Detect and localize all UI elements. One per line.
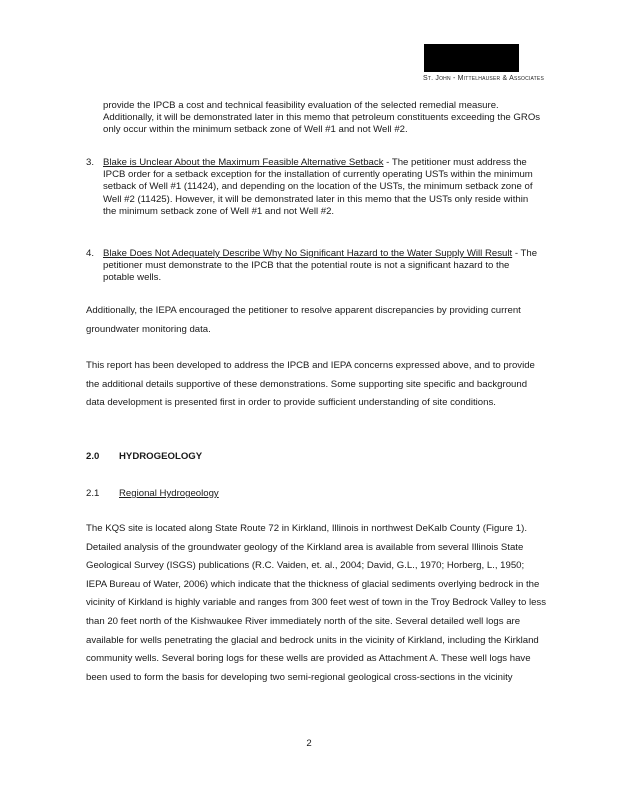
item-body: - The petitioner must address the IPCB order for a setback exception for the installation of currently operating USTs within the minimum setback of Well #1 (11424), and depending on the location of the USTs, the minimum setback zone of Well #2 (11425). However, it will be demonstrated later in this memo that the USTs only reside within the minimum setback zone of Well #1 and not Well #2.	[103, 157, 533, 217]
paragraph: The KQS site is located along State Route 72 in Kirkland, Illinois in northwest DeKalb County (Figure 1). Detailed analysis of the groundwater geology of the Kirkland area is available from several Illinois State Geological Survey (ISGS) publications (R.C. Vaiden, et. al., 2004; David, G.L., 1970; Horberg, L., 1950; IEPA Bureau of Water, 2006) which indicate that the thickness of glacial sediments overlying bedrock in the vicinity of Kirkland is highly variable and ranges from 300 feet west of town in the Troy Bedrock Valley to less than 20 feet north of the Kishwaukee River immediately north of the site. Several detailed well logs are available for wells penetrating the glacial and bedrock units in the vicinity of Kirkland, including the Kirkland community wells. Several boring logs for these wells are provided as Attachment A. These well logs have been used to form the basis for developing two semi-regional geological cross-sections in the vicinity	[86, 523, 547, 683]
subsection-title: Regional Hydrogeology	[119, 488, 219, 499]
section-title: HYDROGEOLOGY	[119, 451, 203, 462]
intro-paragraph: provide the IPCB a cost and technical feasibility evaluation of the selected remedial measure. Additionally, it will be demonstrated later in this memo that petroleum constituents exceeding the GROs only occur within the minimum setback zone of Well #1 and not Well #2.	[103, 100, 541, 136]
item-body: - The petitioner must demonstrate to the IPCB that the potential route is not a significant hazard to the potable wells.	[103, 248, 538, 284]
list-item	[103, 157, 543, 218]
paragraph: This report has been developed to address the IPCB and IEPA concerns expressed above, and to provide the additional details supportive of these demonstrations. Some supporting site specific and background data development is presented first in order to provide sufficient understanding of site conditions.	[86, 360, 535, 409]
item-number: 4.	[86, 248, 95, 259]
paragraph: Additionally, the IEPA encouraged the petitioner to resolve apparent discrepancies by providing current groundwater monitoring data.	[86, 305, 521, 335]
item-number: 3.	[86, 157, 95, 168]
item-title: Blake Does Not Adequately Describe Why No Significant Hazard to the Water Supply Will Result	[103, 248, 513, 259]
firm-name: St. John - Mittelhauser & Associates	[422, 75, 544, 82]
page-number: 2	[306, 738, 312, 749]
redaction-box	[424, 44, 519, 72]
list-item	[103, 248, 543, 285]
subsection-number: 2.1	[86, 488, 100, 499]
item-title: Blake is Unclear About the Maximum Feasible Alternative Setback	[103, 157, 384, 168]
section-number: 2.0	[86, 451, 100, 462]
